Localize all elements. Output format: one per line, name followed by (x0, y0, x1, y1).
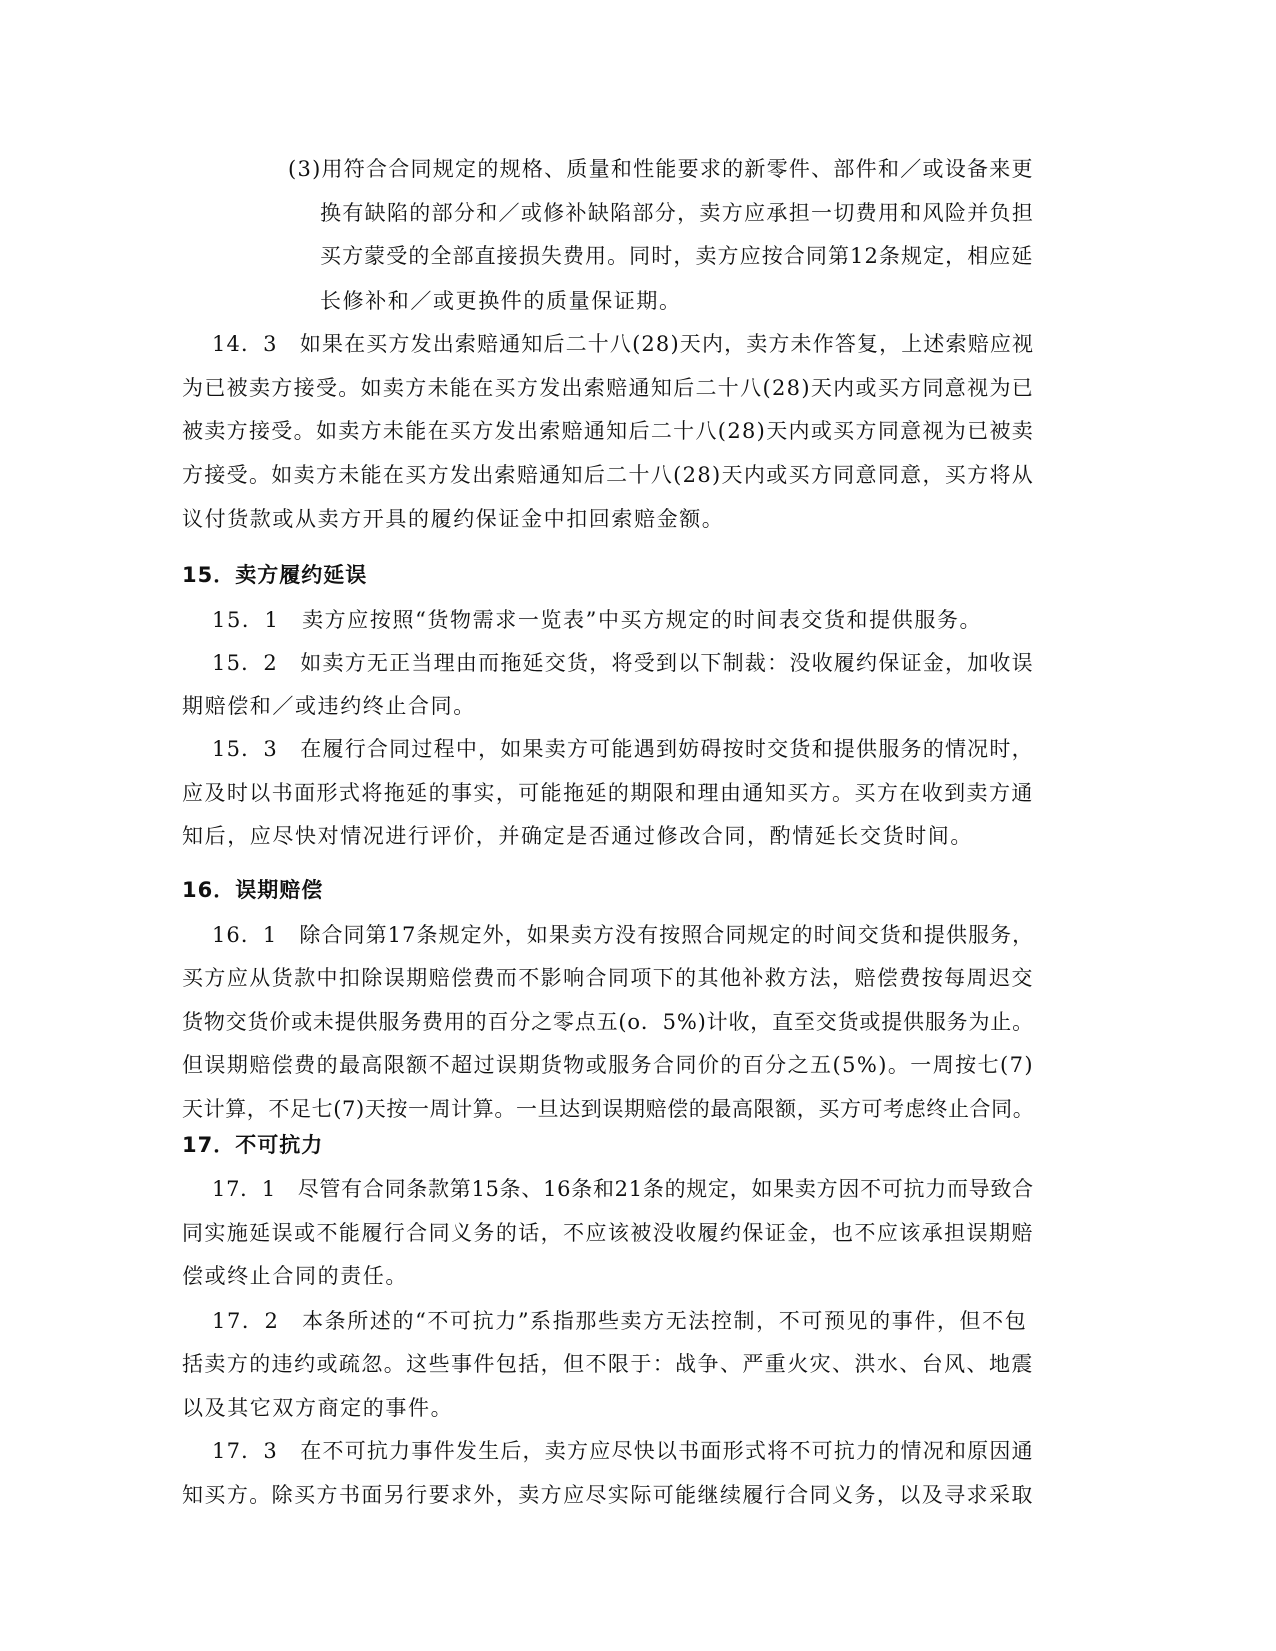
clause-14-3-line-2: 为已被卖方接受。如卖方未能在买方发出索赔通知后二十八(28)天内或买方同意视为已 (182, 376, 1035, 400)
item-3-line-4: 长修补和／或更换件的质量保证期。 (320, 289, 682, 313)
clause-17-3-line-1: 17．3 在不可抗力事件发生后，卖方应尽快以书面形式将不可抗力的情况和原因通 (212, 1439, 1034, 1463)
item-3-line-1: (3)用符合合同规定的规格、质量和性能要求的新零件、部件和／或设备来更 (288, 157, 1034, 181)
clause-17-1-line-2: 同实施延误或不能履行合同义务的话，不应该被没收履约保证金，也不应该承担误期赔 (182, 1221, 1034, 1245)
clause-15-2-line-2: 期赔偿和／或违约终止合同。 (182, 694, 476, 718)
clause-17-1-line-1: 17．1 尽管有合同条款第15条、16条和21条的规定，如果卖方因不可抗力而导致合 (212, 1177, 1034, 1201)
clause-15-3-line-3: 知后，应尽快对情况进行评价，并确定是否通过修改合同，酌情延长交货时间。 (182, 824, 973, 848)
section-heading-17: 17．不可抗力 (182, 1133, 324, 1157)
clause-15-3-line-1: 15．3 在履行合同过程中，如果卖方可能遇到妨碍按时交货和提供服务的情况时， (212, 737, 1034, 761)
item-3-line-3: 买方蒙受的全部直接损失费用。同时，卖方应按合同第12条规定，相应延 (320, 244, 1034, 268)
clause-17-2-line-1: 17．2 本条所述的“不可抗力”系指那些卖方无法控制，不可预见的事件，但不包 (212, 1309, 1028, 1333)
clause-14-3-line-3: 被卖方接受。如卖方未能在买方发出索赔通知后二十八(28)天内或买方同意视为已被卖 (182, 419, 1035, 443)
clause-15-2-line-1: 15．2 如卖方无正当理由而拖延交货，将受到以下制裁：没收履约保证金，加收误 (212, 651, 1034, 675)
clause-14-3-line-4: 方接受。如卖方未能在买方发出索赔通知后二十八(28)天内或买方同意同意，买方将从 (182, 463, 1035, 487)
clause-16-1-line-5: 天计算，不足七(7)天按一周计算。一旦达到误期赔偿的最高限额，买方可考虑终止合同。 (182, 1097, 1035, 1121)
section-heading-15: 15．卖方履约延误 (182, 563, 368, 587)
clause-15-1-line-1: 15．1 卖方应按照“货物需求一览表”中买方规定的时间表交货和提供服务。 (212, 608, 983, 632)
clause-15-3-line-2: 应及时以书面形式将拖延的事实，可能拖延的期限和理由通知买方。买方在收到卖方通 (182, 781, 1034, 805)
item-3-line-2: 换有缺陷的部分和／或修补缺陷部分，卖方应承担一切费用和风险并负担 (320, 201, 1035, 225)
clause-17-2-line-2: 括卖方的违约或疏忽。这些事件包括，但不限于：战争、严重火灾、洪水、台风、地震 (182, 1352, 1034, 1376)
clause-16-1-line-3: 货物交货价或未提供服务费用的百分之零点五(o．5%)计收，直至交货或提供服务为止。 (182, 1010, 1034, 1034)
clause-17-3-line-2: 知买方。除买方书面另行要求外，卖方应尽实际可能继续履行合同义务，以及寻求采取 (182, 1483, 1034, 1507)
clause-16-1-line-4: 但误期赔偿费的最高限额不超过误期货物或服务合同价的百分之五(5%)。一周按七(7) (182, 1053, 1035, 1077)
clause-14-3-line-5: 议付货款或从卖方开具的履约保证金中扣回索赔金额。 (182, 507, 725, 531)
clause-17-2-line-3: 以及其它双方商定的事件。 (182, 1396, 454, 1420)
clause-14-3-line-1: 14．3 如果在买方发出索赔通知后二十八(28)天内，卖方未作答复，上述索赔应视 (212, 332, 1035, 356)
clause-16-1-line-2: 买方应从货款中扣除误期赔偿费而不影响合同项下的其他补救方法，赔偿费按每周迟交 (182, 966, 1034, 990)
clause-16-1-line-1: 16．1 除合同第17条规定外，如果卖方没有按照合同规定的时间交货和提供服务， (212, 923, 1035, 947)
clause-17-1-line-3: 偿或终止合同的责任。 (182, 1264, 408, 1288)
section-heading-16: 16．误期赔偿 (182, 878, 324, 902)
